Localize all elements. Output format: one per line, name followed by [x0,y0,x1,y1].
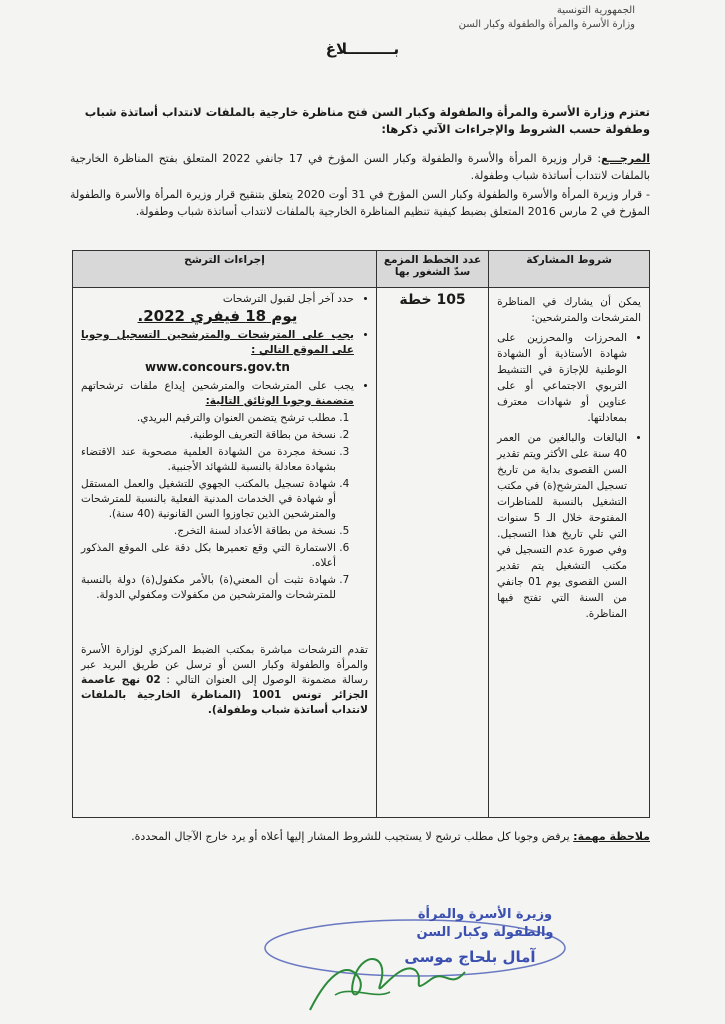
procedures-cell [73,288,377,818]
conditions-cell [489,288,650,818]
document-title: بـــــــــلاغ [325,40,400,58]
condition-item-1: • المحرزات والمحرزين على شهادة الأستاذية أو الشهادة الوطنية للإجازة في التنشيط التربوي الاجتماعي أو على عناوين أو شهادات معترف بمعادلتها. [497,330,627,426]
signature-scribble [310,959,465,1010]
stamp-line-1: وزيرة الأسرة والمرأة [417,907,553,922]
count-cell: 105 خطة [376,288,488,818]
letterhead-republic: الجمهورية التونسية [556,5,635,16]
reference-text-1: : قرار وزيرة المرأة والأسرة والطفولة وكبار السن المؤرخ في 17 جانفي 2022 المتعلق بفتح المناظرة الخارجية بالملفات لانتداب أساتذة شباب وطفولة. [70,152,650,182]
deadline-item [81,292,354,324]
conditions-list [497,330,641,622]
note-label: ملاحظة مهمة: [573,830,650,843]
table-body-row [73,288,650,818]
submission-paragraph [81,643,368,718]
submission-address: 02 نهج عاصمة الجزائر تونس 1001 (المناظرة الخارجية بالملفات لانتداب أساتذة شباب وطفولة). [81,674,368,716]
deposit-bold: متضمنة وجوبا الوثائق التالية: [205,395,354,407]
header-conditions: شروط المشاركة [489,251,650,288]
stamp-line-3: آمال بلحاج موسى [404,948,536,966]
deadline-text: حدد آخر أجل لقبول الترشحات [222,293,354,305]
letterhead-ministry: وزارة الأسرة والمرأة والطفولة وكبار السن [458,19,635,30]
deposit-text: يجب على المترشحات والمترشحين إيداع ملفات ترشحاتهم [81,380,354,392]
procedures-list [81,292,368,603]
document-item: 7. شهادة تثبت أن المعني(ة) بالأمر مكفول(ة) دولة بالنسبة للمترشحات والمترشحين من مكفولات ومكفولي الدولة. [81,573,336,603]
note-text: يرفض وجوبا كل مطلب ترشح لا يستجيب للشروط المشار إليها أعلاه أو يرد خارج الآجال المحددة. [131,830,574,843]
document-item: 5. نسخة من بطاقة الأعداد لسنة التخرج. [81,524,336,539]
conditions-table [72,250,650,818]
table-header-row [73,251,650,288]
important-note [72,830,650,843]
header-count: عدد الخطط المزمع سدّ الشغور بها [376,251,488,288]
condition-item-2: • البالغات والبالغين من العمر 40 سنة على الأكثر ويتم تقدير السن القصوى بداية من تاريخ تسجيل المترشح(ة) في مكتب التشغيل بالنسبة للمناظرات المفتوحة خلال الـ 5 سنوات التي تلي تاريخ هذا التسجيل. وفي صورة عدم التسجيل في مكتب التشغيل يتم تقدير السن القصوى يوم 01 جانفي من السنة التي تفتح فيها المناظرة. [497,430,627,622]
signature-stroke [335,991,390,995]
reference-section [70,150,650,222]
documents-list [81,411,354,603]
document-item: 1. مطلب ترشح يتضمن العنوان والترقيم البريدي. [81,411,336,426]
ministry-stamp-signature [250,900,580,1015]
header-procedures: إجراءات الترشح [73,251,377,288]
document-item: 2. نسخة من بطاقة التعريف الوطنية. [81,428,336,443]
reference-item-2: - قرار وزيرة المرأة والأسرة والطفولة وكبار السن المؤرخ في 31 أوت 2020 يتعلق بتنقيح قرار وزيرة المرأة والأسرة والطفولة المؤرخ في 2 مارس 2016 المتعلق بضبط كيفية تنظيم المناظرة الخارجية بالملفات لانتداب أساتذة شباب وطفولة. [70,188,650,218]
reference-label: المرجـــع [601,152,650,165]
stamp-line-2: والطفولة وكبار السن [416,925,554,940]
submission-text: تقدم الترشحات مباشرة بمكتب الضبط المركزي لوزارة الأسرة والمرأة والطفولة وكبار السن أو ترسل عن طريق البريد عبر رسالة مضمونة الوصول إلى العنوان التالي : [81,644,368,686]
document-item: 6. الاستمارة التي وقع تعميرها بكل دقة على الموقع المذكور أعلاه. [81,541,336,571]
intro-paragraph: تعتزم وزارة الأسرة والمرأة والطفولة وكبار السن فتح مناظرة خارجية بالملفات لانتداب أساتذة شباب وطفولة حسب الشروط والإجراءات الآتي ذكرها: [84,105,650,136]
conditions-intro: يمكن أن يشارك في المناظرة المترشحات والمترشحين: [497,296,641,324]
deadline-date: يوم 18 فيفري 2022. [137,307,298,325]
document-item: 4. شهادة تسجيل بالمكتب الجهوي للتشغيل والعمل المستقل أو شهادة في الخدمات المدنية الفعلية بالنسبة للمترشحات والمترشحين الذين تجاوزوا السن القانونية (40 سنة). [81,477,336,522]
concours-url: www.concours.gov.tn [144,360,290,374]
reference-item-1 [70,150,650,184]
register-item [81,328,354,375]
letterhead [459,4,635,32]
register-text: يجب على المترشحات والمترشحين التسجيل وجوبا على الموقع التالي : [81,329,354,356]
deposit-item [81,379,354,603]
document-item: 3. نسخة مجردة من الشهادة العلمية مصحوبة عند الاقتضاء بشهادة معادلة بالنسبة للشهائد الأجنبية. [81,445,336,475]
